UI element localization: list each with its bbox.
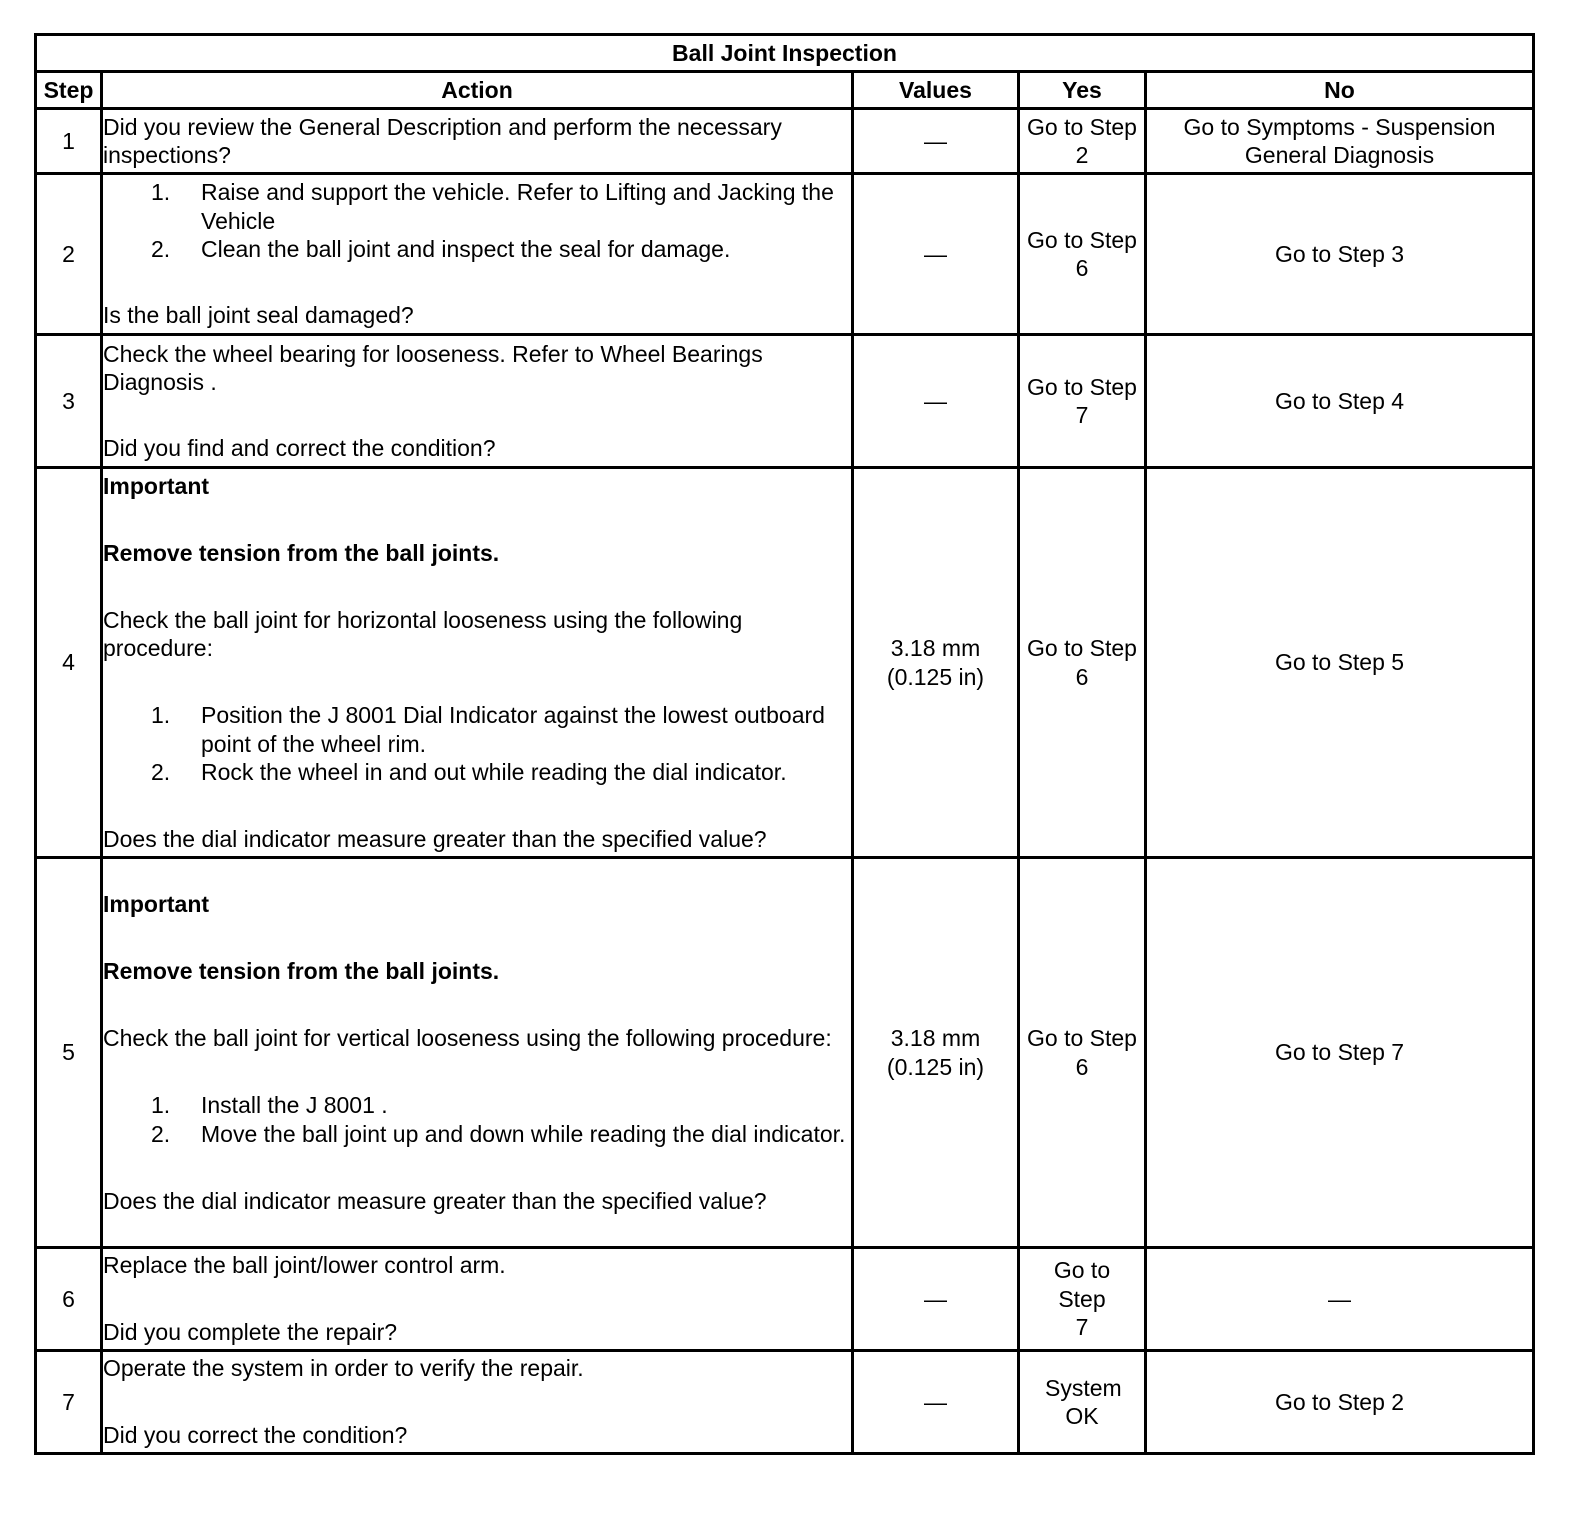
- action-cell: [102, 858, 853, 1248]
- list-number: 1.: [151, 702, 171, 728]
- action-text: Check the ball joint for vertical looseness using the following procedure:: [103, 1025, 832, 1051]
- values-cell: —: [853, 335, 1019, 468]
- values-cell: [853, 858, 1019, 1248]
- action-cell: [102, 1248, 853, 1351]
- action-cell: [102, 174, 853, 335]
- question-text: Is the ball joint seal damaged?: [103, 302, 414, 329]
- values-cell: —: [853, 1248, 1019, 1351]
- list-item: 1. Install the J 8001 .: [151, 1092, 388, 1118]
- list-number: 1.: [151, 179, 171, 206]
- list-number: 2.: [151, 759, 171, 785]
- question-text: Did you complete the repair?: [103, 1319, 398, 1346]
- values-cell: —: [853, 174, 1019, 335]
- important-label: Important: [103, 891, 210, 917]
- list-item: 2. Rock the wheel in and out while reading the dial indicator.: [151, 759, 787, 785]
- yes-cell: Go to Step 7: [1019, 335, 1146, 468]
- step-number: 7: [36, 1351, 102, 1454]
- step-number: 5: [36, 858, 102, 1248]
- step-number: 4: [36, 468, 102, 858]
- list-item: 1. Raise and support the vehicle. Refer to Lifting and Jacking the Vehicle: [151, 179, 834, 234]
- yes-cell: Go to Step 2: [1019, 109, 1146, 174]
- list-item: 2. Move the ball joint up and down while reading the dial indicator.: [151, 1120, 846, 1147]
- value-mm: 3.18 mm: [890, 1025, 981, 1051]
- action-text: Operate the system in order to verify the repair.: [103, 1355, 584, 1382]
- no-cell: —: [1146, 1248, 1534, 1351]
- important-text: Remove tension from the ball joints.: [103, 539, 500, 566]
- important-label: Important: [103, 472, 210, 499]
- list-number: 2.: [151, 236, 171, 263]
- yes-cell: Go to Step 6: [1019, 858, 1146, 1248]
- yes-cell: Go to Step 6: [1019, 174, 1146, 335]
- action-text: Check the wheel bearing for looseness. Refer to Wheel Bearings Diagnosis .: [103, 340, 763, 395]
- no-cell: Go to Step 5: [1146, 468, 1534, 858]
- question-text: Did you correct the condition?: [103, 1422, 408, 1449]
- table-row: [36, 174, 1534, 335]
- yes-cell: System OK: [1019, 1351, 1146, 1454]
- table-row: [36, 858, 1534, 1248]
- list-number: 2.: [151, 1120, 171, 1147]
- table-row: [36, 468, 1534, 858]
- yes-cell: Go to Step 6: [1019, 468, 1146, 858]
- ball-joint-inspection-table: [34, 33, 1535, 1455]
- important-text: Remove tension from the ball joints.: [103, 958, 500, 984]
- list-item: 2. Clean the ball joint and inspect the seal for damage.: [151, 236, 731, 263]
- action-cell: [102, 109, 853, 174]
- header-values: Values: [853, 72, 1019, 109]
- table-row: [36, 1351, 1534, 1454]
- table-row: [36, 109, 1534, 174]
- no-cell: Go to Step 3: [1146, 174, 1534, 335]
- no-cell: Go to Step 2: [1146, 1351, 1534, 1454]
- values-cell: [853, 468, 1019, 858]
- header-row: [36, 72, 1534, 109]
- yes-cell: Go to Step 7: [1019, 1248, 1146, 1351]
- action-cell: [102, 1351, 853, 1454]
- value-mm: 3.18 mm: [890, 635, 981, 661]
- action-text: Did you review the General Description and perform the necessary inspections?: [103, 113, 782, 168]
- question-text: Did you find and correct the condition?: [103, 435, 496, 461]
- header-yes: Yes: [1019, 72, 1146, 109]
- action-cell: [102, 468, 853, 858]
- table-row: [36, 335, 1534, 468]
- step-number: 2: [36, 174, 102, 335]
- table-title: Ball Joint Inspection: [36, 35, 1534, 72]
- header-step: Step: [36, 72, 102, 109]
- step-number: 6: [36, 1248, 102, 1351]
- procedure-list: [103, 1091, 851, 1148]
- step-number: 1: [36, 109, 102, 174]
- no-cell: Go to Symptoms - Suspension General Diagnosis: [1146, 109, 1534, 174]
- procedure-list: [103, 701, 851, 787]
- table-row: [36, 1248, 1534, 1351]
- no-cell: Go to Step 4: [1146, 335, 1534, 468]
- value-in: (0.125 in): [886, 663, 985, 690]
- list-number: 1.: [151, 1092, 171, 1118]
- value-in: (0.125 in): [886, 1053, 985, 1080]
- list-item: 1. Position the J 8001 Dial Indicator against the lowest outboard point of the wheel rim.: [151, 702, 825, 757]
- action-text: Replace the ball joint/lower control arm.: [103, 1252, 506, 1279]
- action-text: Check the ball joint for horizontal looseness using the following procedure:: [103, 606, 743, 661]
- header-no: No: [1146, 72, 1534, 109]
- no-cell: Go to Step 7: [1146, 858, 1534, 1248]
- values-cell: —: [853, 1351, 1019, 1454]
- question-text: Does the dial indicator measure greater than the specified value?: [103, 826, 767, 852]
- step-number: 3: [36, 335, 102, 468]
- header-action: Action: [102, 72, 853, 109]
- procedure-list: [103, 178, 851, 264]
- values-cell: —: [853, 109, 1019, 174]
- question-text: Does the dial indicator measure greater than the specified value?: [103, 1187, 767, 1214]
- action-cell: [102, 335, 853, 468]
